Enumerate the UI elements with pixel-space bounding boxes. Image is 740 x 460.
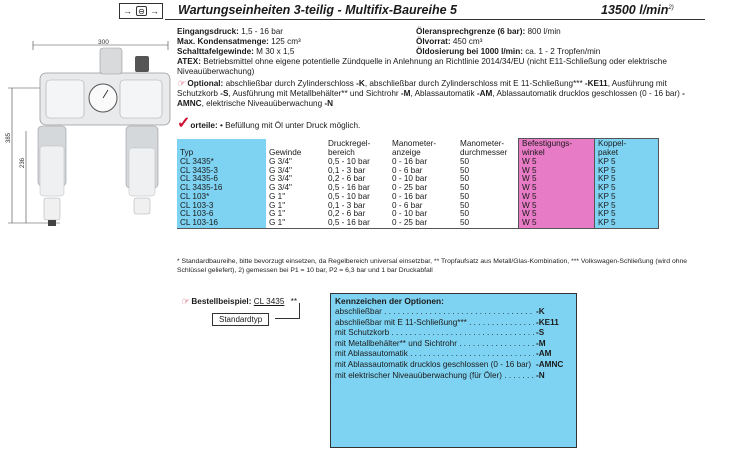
table-cell: KP 5 xyxy=(595,193,659,202)
table-cell: 50 xyxy=(457,219,515,228)
table-cell: G 1" xyxy=(269,200,286,210)
option-code: -K xyxy=(536,307,545,316)
arrow-icon: → xyxy=(123,6,132,16)
table-cell: 0 - 6 bar xyxy=(392,200,423,210)
symbol-box xyxy=(119,3,163,19)
table-cell: CL 3435-16 xyxy=(177,184,266,193)
options-list xyxy=(335,307,572,381)
table-cell: KP 5 xyxy=(595,158,659,167)
option-label: abschließbar . . . xyxy=(335,307,534,318)
table-cell: CL 103-16 xyxy=(177,219,266,228)
table-cell: 50 xyxy=(460,174,470,184)
optional-text: ☞ Optional: abschließbar durch Zylinderschloss -K, abschließbar durch Zylinderschloss mit E 11-Schließung*** -KE11, Ausführung mit Schutzkorb -S, Ausführung mit Metallbehälter** und Sichtrohr -M, Ablassautomatik -AM, Ablassautomatik drucklos geschlossen (0 - 16 bar) -AMNC, elektrische Niveauüberwachung -N xyxy=(177,78,685,108)
table-cell: W 5 xyxy=(519,158,595,167)
option-code: -N xyxy=(536,370,545,380)
filter-symbol-icon: ⊖ xyxy=(136,6,147,16)
table-cell: 50 xyxy=(460,157,470,166)
option-code: -AM xyxy=(536,349,552,359)
option-label: mit Ablassautomatik drucklos geschlossen (0 - 16 bar) . . . xyxy=(335,360,534,371)
arrow-right-icon: → xyxy=(150,6,159,16)
table-cell: CL 3435-3 xyxy=(177,167,266,176)
option-item xyxy=(335,349,572,360)
options-title: Kennzeichen der Optionen: xyxy=(335,296,444,306)
table-cell: G 1" xyxy=(269,191,286,201)
table-cell: 50 xyxy=(460,183,470,193)
table-cell: 50 xyxy=(460,191,470,201)
table-cell: 0 - 25 bar xyxy=(392,183,428,193)
table-cell: KP 5 xyxy=(595,175,659,184)
table-cell: G 1" xyxy=(269,209,286,219)
option-code: -AMNC xyxy=(536,359,564,369)
table-cell: 50 xyxy=(460,200,470,210)
table-row xyxy=(177,219,659,228)
option-label: mit elektrischer Niveauüberwachung (für Öler) . . . xyxy=(335,371,534,382)
atex-text: ATEX: Betriebsmittel ohne eigene potentielle Zündquelle in Anlehnung an Richtlinie 2014/34/EU (nicht E11-Schließung oder elektrische Niveauüberwachung) xyxy=(177,57,667,76)
vorteile-text: ✓orteile: • Befüllung mit Öl unter Druck möglich. xyxy=(177,115,361,132)
option-label: mit Schutzkorb . . . xyxy=(335,328,534,339)
table-cell: CL 103-6 xyxy=(177,210,266,219)
table-cell: W 5 xyxy=(519,219,595,228)
options-box xyxy=(330,293,577,448)
table-cell: 0 - 10 bar xyxy=(392,209,428,219)
table-cell: 0,2 - 6 bar xyxy=(328,209,366,219)
table-cell: 0,5 - 10 bar xyxy=(328,157,370,166)
table-cell: KP 5 xyxy=(595,202,659,211)
table-cell: G 3/4" xyxy=(269,183,292,193)
table-cell: G 3/4" xyxy=(269,165,292,175)
table-cell: KP 5 xyxy=(595,167,659,176)
option-label: mit Metallbehälter** und Sichtrohr . . . xyxy=(335,339,534,350)
flow-rate: 13500 $l/\min^{2)}$ xyxy=(601,3,674,17)
connector-line xyxy=(275,318,300,319)
product-table: Druckregel- Manometer- Manometer- Befestigungs- Koppel- Typ Gewinde bereich anzeige durchmesser winkel paket CL 3435* G 3/4" 0,5 - 10 bar 0 - 16 bar 50 W 5 KP 5 CL 3435-3 G 3/4" 0,1 - 3 bar 0 - 6 bar 50 W 5 KP 5 CL 3435-6 G 3/4" 0,2 - 6 bar 0 - 10 bar 50 W 5 KP 5 CL 3435-16 G 3/4" 0,5 - 16 bar 0 - 25 bar 50 W 5 KP 5 CL 103* G 1" 0,5 - 10 bar 0 - 16 bar 50 W 5 KP 5 CL 103-3 G 1" 0,1 - 3 bar 0 - 6 bar 50 W 5 KP 5 CL 103-6 G 1" 0,2 - 6 bar 0 - 10 bar 50 W 5 KP 5 CL 103-16 G 1" 0,5 - 16 bar 0 - 25 bar 50 W 5 KP 5 xyxy=(177,138,659,229)
table-cell: W 5 xyxy=(519,210,595,219)
dim-width-label: 300 xyxy=(98,39,109,46)
table-cell: 0,1 - 3 bar xyxy=(328,165,366,175)
table-cell: CL 3435-6 xyxy=(177,175,266,184)
option-item xyxy=(335,339,572,350)
table-cell: W 5 xyxy=(519,202,595,211)
checkmark-icon: ✓ xyxy=(177,115,191,132)
table-cell: 0 - 25 bar xyxy=(389,219,457,228)
option-code: -M xyxy=(536,338,546,348)
table-cell: W 5 xyxy=(519,184,595,193)
dim-height-outer-label: 385 xyxy=(6,132,12,143)
standard-type-label: Standardtyp xyxy=(212,313,269,326)
table-cell: 50 xyxy=(460,209,470,219)
option-label: mit Ablassautomatik . . . xyxy=(335,349,534,360)
table-cell: 0,5 - 10 bar xyxy=(328,191,370,201)
table-cell: KP 5 xyxy=(595,210,659,219)
hand-pointer-icon: ☞ xyxy=(177,78,186,88)
table-cell: G 3/4" xyxy=(269,174,292,184)
page-title: Wartungseinheiten 3-teilig - Multifix-Baureihe 5 xyxy=(178,3,457,17)
table-cell: G 1" xyxy=(266,219,325,228)
table-cell: KP 5 xyxy=(595,184,659,193)
table-cell: 0,5 - 16 bar xyxy=(328,183,370,193)
table-cell: CL 103-3 xyxy=(177,202,266,211)
connector-line xyxy=(299,303,300,319)
product-image xyxy=(0,28,175,260)
table-cell: CL 3435* xyxy=(177,158,266,167)
footnote: * Standardbaureihe, bitte bevorzugt einsetzen, da Regelbereich universal einsetzbar, ** Tropfaufsatz aus Metall/Glas-Kombination, *** Volkswagen-Schließung (wird ohne Schlüssel geliefert), 2) gemessen bei P1 = 10 bar, P2 = 6,3 bar und 1 bar Druckabfall xyxy=(177,258,688,274)
table-cell: 50 xyxy=(460,165,470,175)
option-item xyxy=(335,318,572,329)
option-item xyxy=(335,371,572,382)
table-cell: KP 5 xyxy=(595,219,659,228)
table-cell: 0 - 6 bar xyxy=(392,165,423,175)
table-cell: G 3/4" xyxy=(269,157,292,166)
option-item xyxy=(335,360,572,371)
option-item xyxy=(335,307,572,318)
table-body xyxy=(177,158,659,228)
option-code: -KE11 xyxy=(536,317,559,327)
table-cell: 0,2 - 6 bar xyxy=(328,174,366,184)
dim-height-inner-label: 236 xyxy=(20,157,26,168)
spec-left: Eingangsdruck: 1,5 - 16 bar Max. Kondensatmenge: 125 cm³ Schalttafelgewinde: M 30 x 1,5 xyxy=(177,27,301,56)
hand-pointer-icon: ☞ xyxy=(181,296,190,306)
header-rule xyxy=(165,19,705,20)
option-label: abschließbar mit E 11-Schließung*** . . . xyxy=(335,318,534,329)
table-cell: 0 - 16 bar xyxy=(392,191,428,201)
option-code: -S xyxy=(536,328,545,338)
table-cell: W 5 xyxy=(519,167,595,176)
spec-right: Öleransprechgrenze (6 bar): 800 l/min Ölvorrat: 450 cm³ Öldosierung bei 1000 l/min: ca. 1 - 2 Tropfen/min xyxy=(416,27,601,56)
order-example: ☞ Bestellbeispiel: CL 3435 ** xyxy=(181,296,298,306)
table-cell: 0,5 - 16 bar xyxy=(325,219,389,228)
table-cell: CL 103* xyxy=(177,193,266,202)
table-cell: W 5 xyxy=(519,193,595,202)
table-cell: W 5 xyxy=(519,175,595,184)
table-cell: 0,1 - 3 bar xyxy=(328,200,366,210)
table-cell: 0 - 16 bar xyxy=(392,157,428,166)
option-item xyxy=(335,328,572,339)
table-cell: 0 - 10 bar xyxy=(392,174,428,184)
